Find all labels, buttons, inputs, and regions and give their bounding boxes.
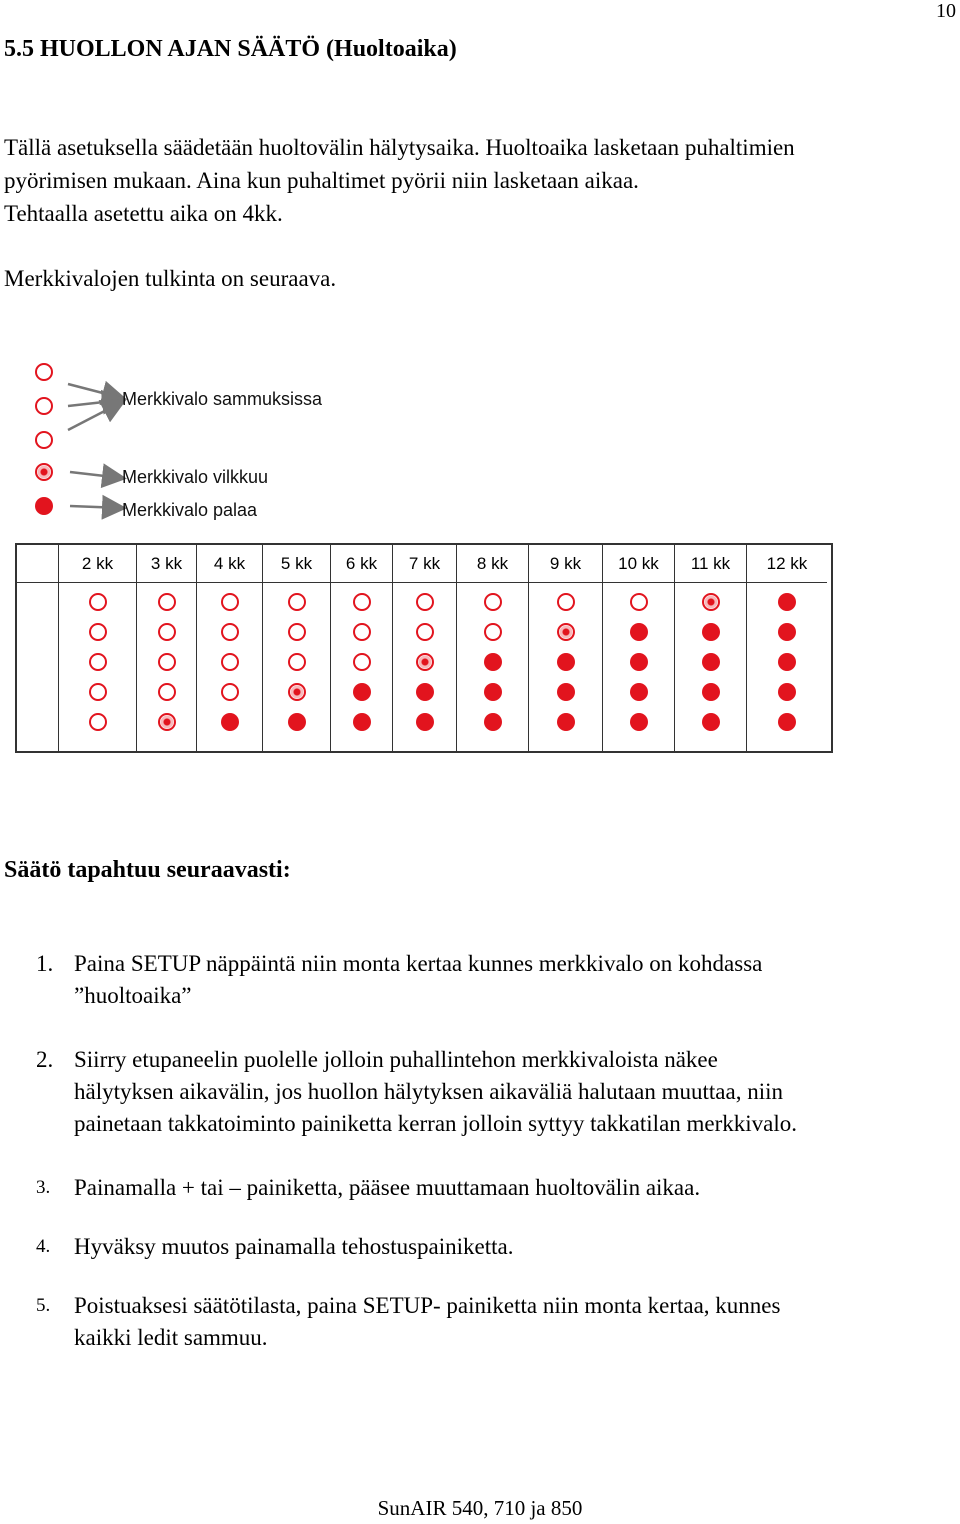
lamp-on-icon xyxy=(778,653,796,671)
table-header-cell: 9 kk xyxy=(529,545,603,583)
step-number: 2. xyxy=(36,1047,54,1072)
step-number: 4. xyxy=(36,1236,51,1257)
lamp-off-icon xyxy=(288,593,306,611)
page-number: 10 xyxy=(936,0,956,22)
step-line: Siirry etupaneelin puolelle jolloin puhallintehon merkkivaloista näkee xyxy=(74,1047,718,1072)
table-corner-cell xyxy=(17,545,59,583)
lamp-on-icon xyxy=(778,683,796,701)
table-lamp-column xyxy=(529,583,603,751)
step-number: 1. xyxy=(36,951,54,976)
lamp-on-icon xyxy=(557,713,575,731)
table-lamp-column xyxy=(197,583,263,751)
lamp-on-icon xyxy=(630,623,648,641)
step-2 xyxy=(36,1044,956,1140)
lamp-off-icon xyxy=(353,653,371,671)
lamp-off-icon xyxy=(89,623,107,641)
step-number: 3. xyxy=(36,1177,51,1198)
lamp-off-icon xyxy=(416,593,434,611)
lamp-on-icon xyxy=(484,713,502,731)
legend-label-blink: Merkkivalo vilkkuu xyxy=(122,467,269,487)
lamp-off-icon xyxy=(221,623,239,641)
lamp-off-icon xyxy=(221,593,239,611)
table-lamp-column xyxy=(393,583,457,751)
lamp-blink-icon xyxy=(557,623,575,641)
step-line: kaikki ledit sammuu. xyxy=(74,1325,268,1350)
lamp-on-icon xyxy=(778,593,796,611)
lamp-on-icon xyxy=(484,653,502,671)
lamp-off-icon xyxy=(630,593,648,611)
lamp-off-icon xyxy=(416,623,434,641)
lamp-blink-icon xyxy=(702,593,720,611)
lamp-off-icon xyxy=(288,653,306,671)
lamp-blink-icon xyxy=(288,683,306,701)
lamp-off-icon xyxy=(89,713,107,731)
intro-paragraph xyxy=(4,131,954,230)
subheading: Säätö tapahtuu seuraavasti: xyxy=(4,857,291,883)
table-lamp-column xyxy=(137,583,197,751)
lamp-on-icon xyxy=(557,683,575,701)
lamp-off-icon xyxy=(557,593,575,611)
legend-label-off: Merkkivalo sammuksissa xyxy=(122,389,323,409)
lamp-on-icon xyxy=(353,683,371,701)
table-lamp-column xyxy=(603,583,675,751)
lamp-off-icon xyxy=(158,683,176,701)
lamp-off-icon xyxy=(35,397,53,415)
step-line: hälytyksen aikavälin, jos huollon hälytyksen aikaväliä halutaan muuttaa, niin xyxy=(74,1079,783,1104)
lamp-on-icon xyxy=(484,683,502,701)
lamp-off-icon xyxy=(158,623,176,641)
step-line: Painamalla + tai – painiketta, pääsee muuttamaan huoltovälin aikaa. xyxy=(74,1175,701,1200)
step-line: Hyväksy muutos painamalla tehostuspainiketta. xyxy=(74,1234,514,1259)
step-line: Paina SETUP näppäintä niin monta kertaa kunnes merkkivalo on kohdassa xyxy=(74,951,763,976)
table-blank-cell xyxy=(17,583,59,751)
lamp-off-icon xyxy=(35,363,53,381)
lamp-on-icon xyxy=(778,623,796,641)
step-4 xyxy=(36,1231,956,1263)
lamp-off-icon xyxy=(484,593,502,611)
lamp-blink-icon xyxy=(158,713,176,731)
footer: SunAIR 540, 710 ja 850 xyxy=(377,1496,583,1520)
step-line: ”huoltoaika” xyxy=(74,983,192,1008)
lamp-on-icon xyxy=(35,497,53,515)
step-1 xyxy=(36,948,956,1012)
lamp-on-icon xyxy=(557,653,575,671)
step-5 xyxy=(36,1290,956,1354)
table-lamp-column xyxy=(457,583,529,751)
table-lamp-column xyxy=(675,583,747,751)
lamp-off-icon xyxy=(89,653,107,671)
table-header-cell: 8 kk xyxy=(457,545,529,583)
lamp-off-icon xyxy=(353,593,371,611)
table-lamp-column xyxy=(59,583,137,751)
table-lamp-column xyxy=(263,583,331,751)
table-header-cell: 10 kk xyxy=(603,545,675,583)
lamp-off-icon xyxy=(484,623,502,641)
table-header-cell: 3 kk xyxy=(137,545,197,583)
lamp-off-icon xyxy=(89,683,107,701)
lamp-off-icon xyxy=(158,653,176,671)
legend-arrow xyxy=(70,472,122,478)
legend-arrow xyxy=(70,506,122,508)
table-header-cell: 12 kk xyxy=(747,545,827,583)
step-line: Poistuaksesi säätötilasta, paina SETUP- painiketta niin monta kertaa, kunnes xyxy=(74,1293,781,1318)
intro-line: Tehtaalla asetettu aika on 4kk. xyxy=(4,201,283,226)
step-3 xyxy=(36,1172,956,1204)
legend-label-on: Merkkivalo palaa xyxy=(122,500,258,520)
table-header-cell: 5 kk xyxy=(263,545,331,583)
lamp-on-icon xyxy=(416,683,434,701)
lamp-on-icon xyxy=(702,623,720,641)
interpretation-text: Merkkivalojen tulkinta on seuraava. xyxy=(4,266,337,291)
step-number: 5. xyxy=(36,1295,51,1316)
table-header-cell: 6 kk xyxy=(331,545,393,583)
table-lamp-column xyxy=(747,583,827,751)
lamp-off-icon xyxy=(353,623,371,641)
step-line: painetaan takkatoiminto painiketta kerran jolloin syttyy takkatilan merkkivalo. xyxy=(74,1111,798,1136)
lamp-off-icon xyxy=(158,593,176,611)
lamp-off-icon xyxy=(35,431,53,449)
intro-line: Tällä asetuksella säädetään huoltovälin hälytysaika. Huoltoaika lasketaan puhaltimien xyxy=(4,135,795,160)
lamp-on-icon xyxy=(702,683,720,701)
table-lamp-column xyxy=(331,583,393,751)
lamp-off-icon xyxy=(221,683,239,701)
intro-line: pyörimisen mukaan. Aina kun puhaltimet pyörii niin lasketaan aikaa. xyxy=(4,168,639,193)
lamp-blink-icon xyxy=(416,653,434,671)
lamp-on-icon xyxy=(630,653,648,671)
lamp-on-icon xyxy=(702,713,720,731)
lamp-off-icon xyxy=(89,593,107,611)
lamp-on-icon xyxy=(702,653,720,671)
lamp-blink-icon xyxy=(35,463,53,481)
lamp-on-icon xyxy=(630,713,648,731)
lamp-off-icon xyxy=(288,623,306,641)
lamp-on-icon xyxy=(778,713,796,731)
table-header-cell: 2 kk xyxy=(59,545,137,583)
lamp-on-icon xyxy=(221,713,239,731)
lamp-on-icon xyxy=(630,683,648,701)
legend-arrow xyxy=(68,384,122,398)
legend-arrows xyxy=(60,372,130,522)
table-header-cell: 11 kk xyxy=(675,545,747,583)
lamp-off-icon xyxy=(221,653,239,671)
table-header-cell: 7 kk xyxy=(393,545,457,583)
lamp-on-icon xyxy=(416,713,434,731)
lamp-on-icon xyxy=(288,713,306,731)
indicator-table xyxy=(15,543,833,753)
section-title: 5.5 HUOLLON AJAN SÄÄTÖ (Huoltoaika) xyxy=(4,36,457,62)
table-header-cell: 4 kk xyxy=(197,545,263,583)
lamp-on-icon xyxy=(353,713,371,731)
